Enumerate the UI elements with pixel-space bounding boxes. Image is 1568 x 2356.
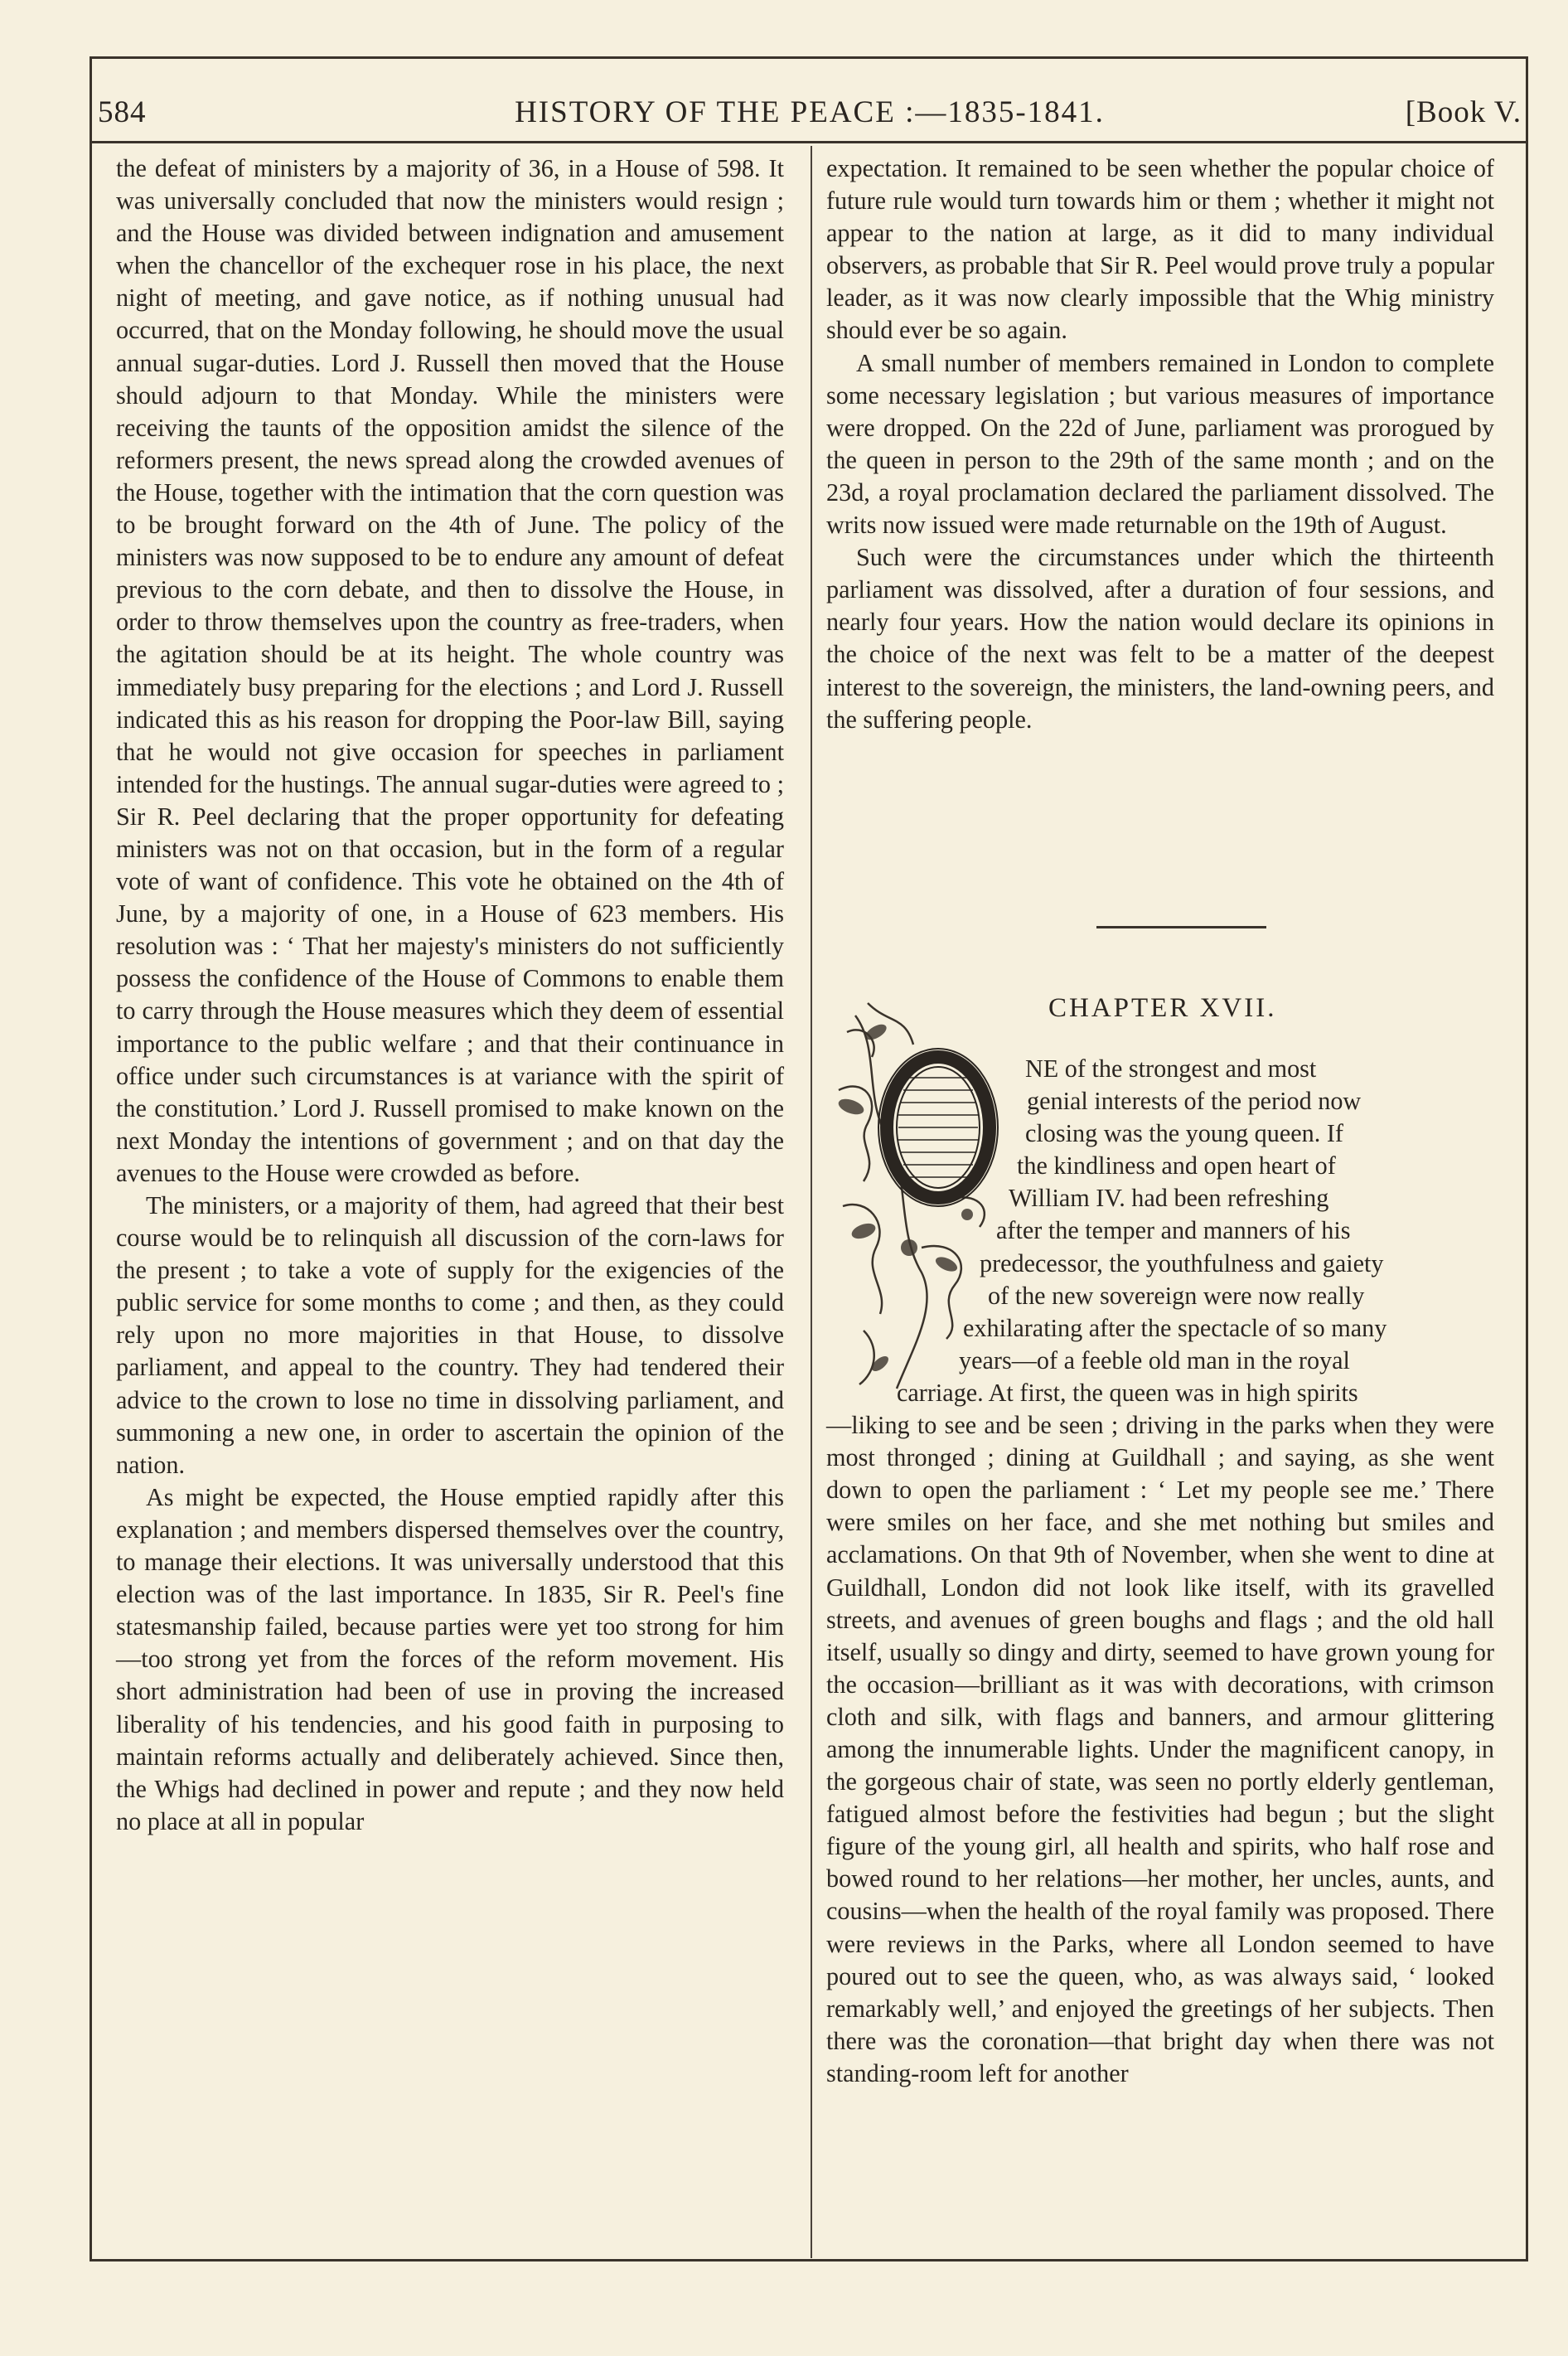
chapter-heading: CHAPTER XVII.: [1048, 993, 1277, 1023]
text-line: genial interests of the period now: [1027, 1087, 1362, 1116]
text-line: of the new sovereign were now really: [988, 1281, 1365, 1310]
running-header: [98, 86, 1522, 136]
text-line: exhilarating after the spectacle of so many: [963, 1313, 1387, 1342]
text-line: NE of the strongest and most: [1025, 1054, 1317, 1083]
text-line: William IV. had been refreshing: [1009, 1184, 1329, 1213]
page-number: 584: [98, 95, 147, 129]
paragraph: the defeat of ministers by a majority of 36, in a House of 598. It was universally concluded that now the ministers would resign ; and the House was divided between indignation and amusement when the chancellor of the exchequer rose in his place, the next night of meeting, and gave notice, as if nothing unusual had occurred, that on the Monday following, he should move the usual annual sugar-duties. Lord J. Russell then moved that the House should adjourn to that Monday. While the ministers were receiving the taunts of the opposition amidst the silence of the reformers present, the news spread along the crowded avenues of the House, together with the intimation that the corn question was to be brought forward on the 4th of June. The policy of the ministers was now supposed to be to endure any amount of defeat previous to the corn debate, and then to dissolve the House, in order to throw themselves upon the country as free-traders, when the agitation should be at its height. The whole country was immediately busy preparing for the elections ; and Lord J. Russell indicated this as his reason for dropping the Poor-law Bill, saying that he would not give occasion for speeches in parliament intended for the hustings. The annual sugar-duties were agreed to ; Sir R. Peel declaring that the proper opportunity for defeating ministers was not on that occasion, but in the form of a regular vote of want of confidence. This vote he obtained on the 4th of June, by a majority of one, in a House of 623 members. His resolution was : ‘ That her majesty's ministers do not sufficiently possess the confidence of the House of Commons to enable them to carry through the House measures which they deem of essential importance to the public welfare ; and that their continuance in office under such circumstances is at variance with the spirit of the constitution.’ Lord J. Russell promised to make known on the next Monday the intentions of government ; and on that day the avenues to the House were crowded as before.: [116, 154, 784, 1187]
paragraph: As might be expected, the House emptied rapidly after this explanation ; and members dispersed themselves over the country, to manage their elections. It was universally understood that this election was of the last importance. In 1835, Sir R. Peel's fine statesmanship failed, because parties were yet too strong for him—too strong yet from the forces of the reform movement. His short administration had been of use in proving the increased liberality of his tendencies, and his good faith in purposing to maintain reforms actually and deliberately achieved. Since then, the Whigs had declined in power and repute ; and they now held no place at all in popular: [116, 1482, 784, 1835]
header-rule: [90, 141, 1528, 143]
paragraph: expectation. It remained to be seen whether the popular choice of future rule would turn towards him or them ; whether it might not appear to the nation at large, as it did to many individual observers, as probable that Sir R. Peel would prove truly a popular leader, as it was now clearly impossible that the Whig ministry should ever be so again.: [826, 154, 1494, 345]
column-divider: [811, 146, 812, 2258]
paragraph: —liking to see and be seen ; driving in the parks when they were most thronged ; dining at Guildhall ; and saying, as she went down to open the parliament : ‘ Let my people see me.’ There were smiles on her face, and she met nothing but smiles and acclamations. On that 9th of November, when she went to dine at Guildhall, London did not look like itself, with its gravelled streets, and avenues of green boughs and flags ; and the old hall itself, usually so dingy and dirty, seemed to have grown young for the occasion—brilliant as it was with decorations, with crimson cloth and silk, with flags and banners, and armour glittering among the innumerable lights. Under the magnificent canopy, in the gorgeous chair of state, was seen no portly elderly gentleman, fatigued almost before the festivities had begun ; but the slight figure of the young girl, all health and spirits, who half rose and bowed round to her relations—her mother, her uncles, aunts, and cousins—when the health of the royal family was proposed. There were reviews in the Parks, where all London seemed to have poured out to see the queen, who, as was always said, ‘ looked remarkably well,’ and enjoyed the greetings of her subjects. Then there was the coronation—that bright day when there was not standing-room left for another: [826, 1411, 1494, 2087]
text-line: closing was the young queen. If: [1025, 1119, 1343, 1148]
text-line: predecessor, the youthfulness and gaiety: [980, 1248, 1384, 1277]
text-line: the kindliness and open heart of: [1017, 1151, 1336, 1180]
dropcap-wrapped-lines: [826, 1053, 1494, 1409]
paragraph: The ministers, or a majority of them, had agreed that their best course would be to relinquish all discussion of the corn-laws for the present ; to take a vote of supply for the exigencies of the public service for some months to come ; and then, as they could rely upon no more majorities in that House, to dissolve parliament, and appeal to the country. They had tendered their advice to the crown to lose no time in dissolving parliament, and summoning a new one, in order to ascertain the opinion of the nation.: [116, 1191, 784, 1479]
text-line: carriage. At first, the queen was in high spirits: [897, 1378, 1358, 1407]
left-column: [116, 153, 784, 1838]
book-label: [Book V.: [1405, 95, 1522, 129]
text-line: years—of a feeble old man in the royal: [959, 1345, 1350, 1374]
right-column: [826, 153, 1494, 736]
paragraph: Such were the circumstances under which the thirteenth parliament was dissolved, after a duration of four sessions, and nearly four years. How the nation would declare its opinions in the choice of the next was felt to be a matter of the deepest interest to the sovereign, the ministers, the land-owning peers, and the suffering people.: [826, 543, 1494, 734]
paragraph: A small number of members remained in London to complete some necessary legislation ; but various measures of importance were dropped. On the 22d of June, parliament was prorogued by the queen in person to the 29th of the same month ; and on the 23d, a royal proclamation declared the parliament dissolved. The writs now issued were made returnable on the 19th of August.: [826, 348, 1494, 540]
section-divider: [1096, 926, 1266, 928]
text-line: after the temper and manners of his: [996, 1216, 1351, 1245]
chapter-body: [826, 1053, 1494, 2090]
running-title: HISTORY OF THE PEACE :—1835-1841.: [515, 95, 1105, 129]
